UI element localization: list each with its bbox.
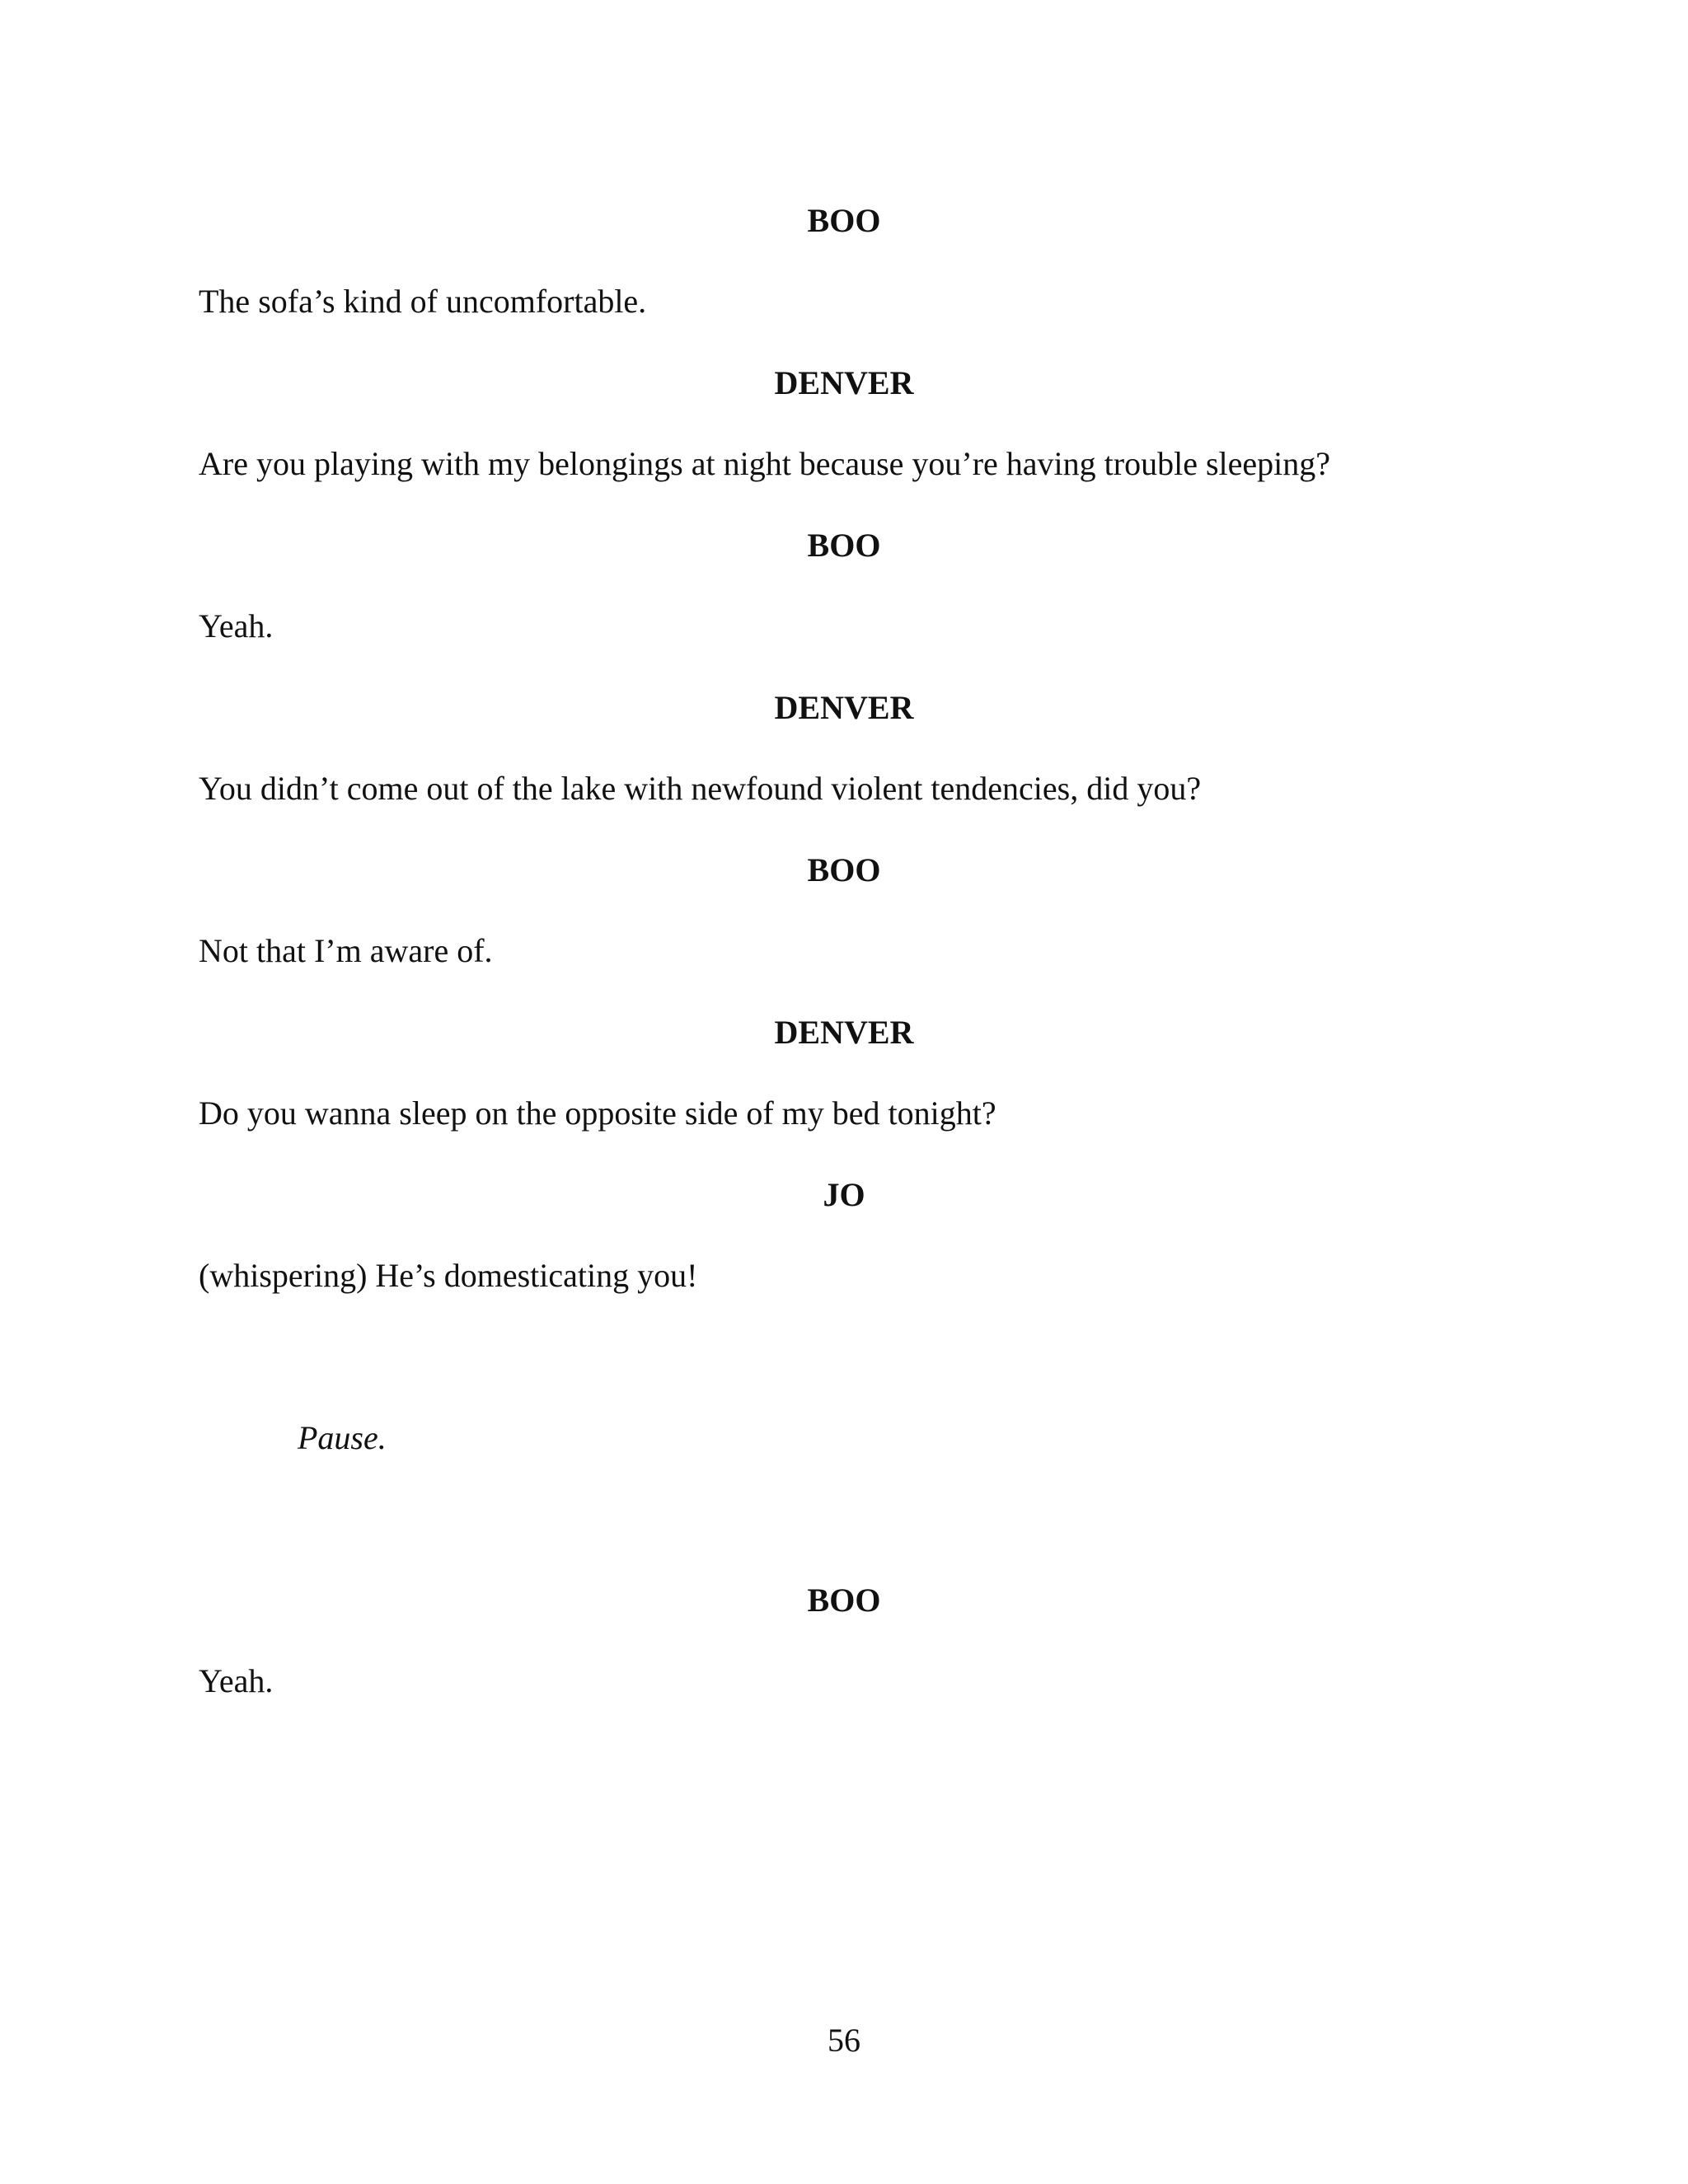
dialogue-line: Do you wanna sleep on the opposite side of my bed tonight? <box>199 1094 996 1132</box>
dialogue-line: The sofa’s kind of uncomfortable. <box>199 283 647 320</box>
speaker-name: BOO <box>807 1582 881 1619</box>
speaker-name: JO <box>823 1176 865 1213</box>
dialogue-line: You didn’t come out of the lake with newfound violent tendencies, did you? <box>199 770 1202 807</box>
dialogue-line: Yeah. <box>199 1662 274 1699</box>
dialogue-line: Not that I’m aware of. <box>199 932 493 969</box>
page-number: 56 <box>828 2022 860 2059</box>
dialogue-line: Are you playing with my belongings at night because you’re having trouble sleeping? <box>199 445 1331 482</box>
speaker-name: DENVER <box>774 1014 914 1051</box>
speaker-name: BOO <box>807 202 881 239</box>
dialogue-line: (whispering) He’s domesticating you! <box>199 1257 698 1294</box>
speaker-name: BOO <box>807 851 881 888</box>
speaker-name: BOO <box>807 527 881 564</box>
stage-direction: Pause. <box>298 1419 387 1456</box>
speaker-name: DENVER <box>774 364 914 401</box>
dialogue-line: Yeah. <box>199 607 274 644</box>
speaker-name: DENVER <box>774 689 914 726</box>
